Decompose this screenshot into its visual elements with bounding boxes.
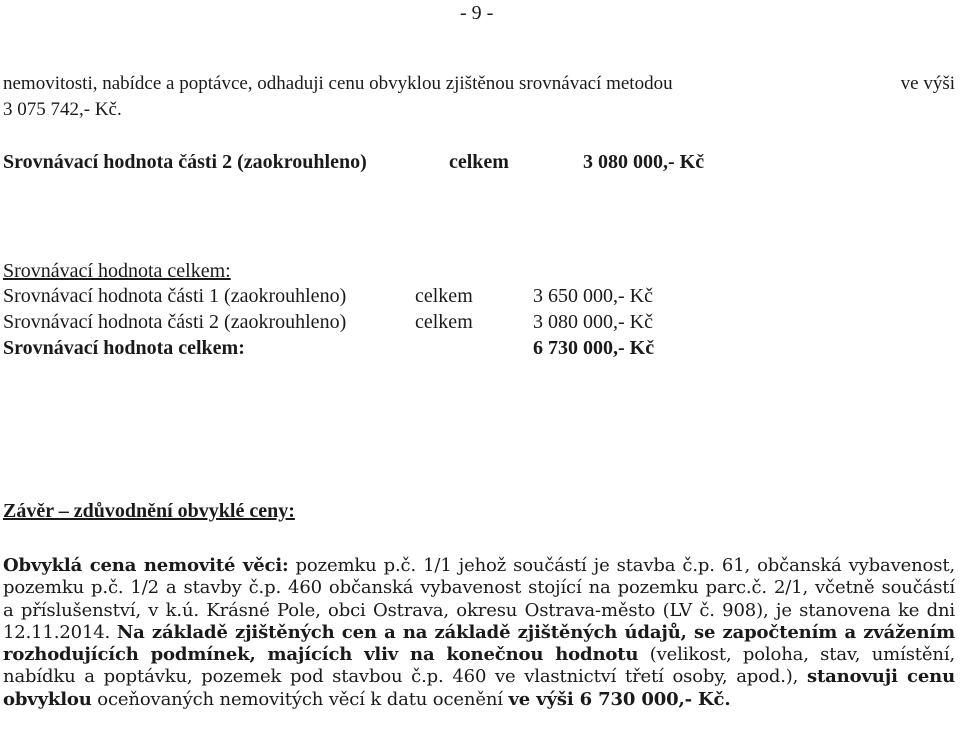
row-label: Srovnávací hodnota části 2 (zaokrouhleno) bbox=[3, 311, 347, 333]
sum-label: Srovnávací hodnota celkem: bbox=[3, 337, 245, 359]
intro-tail: ve výši bbox=[900, 73, 955, 94]
conclusion-heading: Závěr – zdůvodnění obvyklé ceny: bbox=[3, 500, 295, 522]
para-line-6: nabídku a poptávku, pozemek pod stavbou č.p. 460 ve vlastnictví třetí osoby, apod.), stanovuji cenu bbox=[3, 666, 956, 688]
para-line-7: obvyklou oceňovaných nemovitých věcí k datu ocenění ve výši 6 730 000,- Kč. bbox=[3, 688, 731, 710]
para-line-2: pozemku p.č. 1/2 a stavby č.p. 460 občanská vybavenost stojící na pozemku parc.č. 2/1, včetně součástí bbox=[3, 577, 955, 599]
intro-line-2: 3 075 742,- Kč. bbox=[3, 99, 122, 120]
part2-summary-celkem: celkem bbox=[449, 151, 509, 173]
intro-text: nemovitosti, nabídce a poptávce, odhaduji cenu obvyklou zjištěnou srovnávací metodou bbox=[3, 73, 673, 94]
para-line-1: Obvyklá cena nemovité věci: pozemku p.č. 1/1 jehož součástí je stavba č.p. 61, občanská vybavenost, bbox=[3, 555, 955, 576]
para-line-5: rozhodujících podmínek, majících vliv na konečnou hodnotu (velikost, poloha, stav, umístění, bbox=[3, 644, 955, 666]
row-label: Srovnávací hodnota části 1 (zaokrouhleno) bbox=[3, 285, 347, 307]
page-number: - 9 - bbox=[460, 2, 494, 24]
part2-summary-value: 3 080 000,- Kč bbox=[583, 151, 705, 173]
total-heading: Srovnávací hodnota celkem: bbox=[3, 260, 231, 282]
row-celkem: celkem bbox=[415, 311, 473, 333]
row-celkem: celkem bbox=[415, 285, 473, 307]
conclusion-paragraph bbox=[3, 555, 955, 711]
part2-summary-label: Srovnávací hodnota části 2 (zaokrouhleno) bbox=[3, 151, 367, 173]
sum-value: 6 730 000,- Kč bbox=[533, 337, 655, 359]
row-value: 3 650 000,- Kč bbox=[533, 285, 653, 307]
para-line-3: a příslušenství, v k.ú. Krásné Pole, obci Ostrava, okresu Ostrava-město (LV č. 908), je stanovena ke dni bbox=[3, 599, 955, 621]
row-value: 3 080 000,- Kč bbox=[533, 311, 653, 333]
intro-line-1 bbox=[3, 71, 955, 97]
para-line-4: 12.11.2014. Na základě zjištěných cen a na základě zjištěných údajů, se započtením a zvážením bbox=[3, 621, 955, 643]
intro-paragraph bbox=[3, 71, 955, 123]
